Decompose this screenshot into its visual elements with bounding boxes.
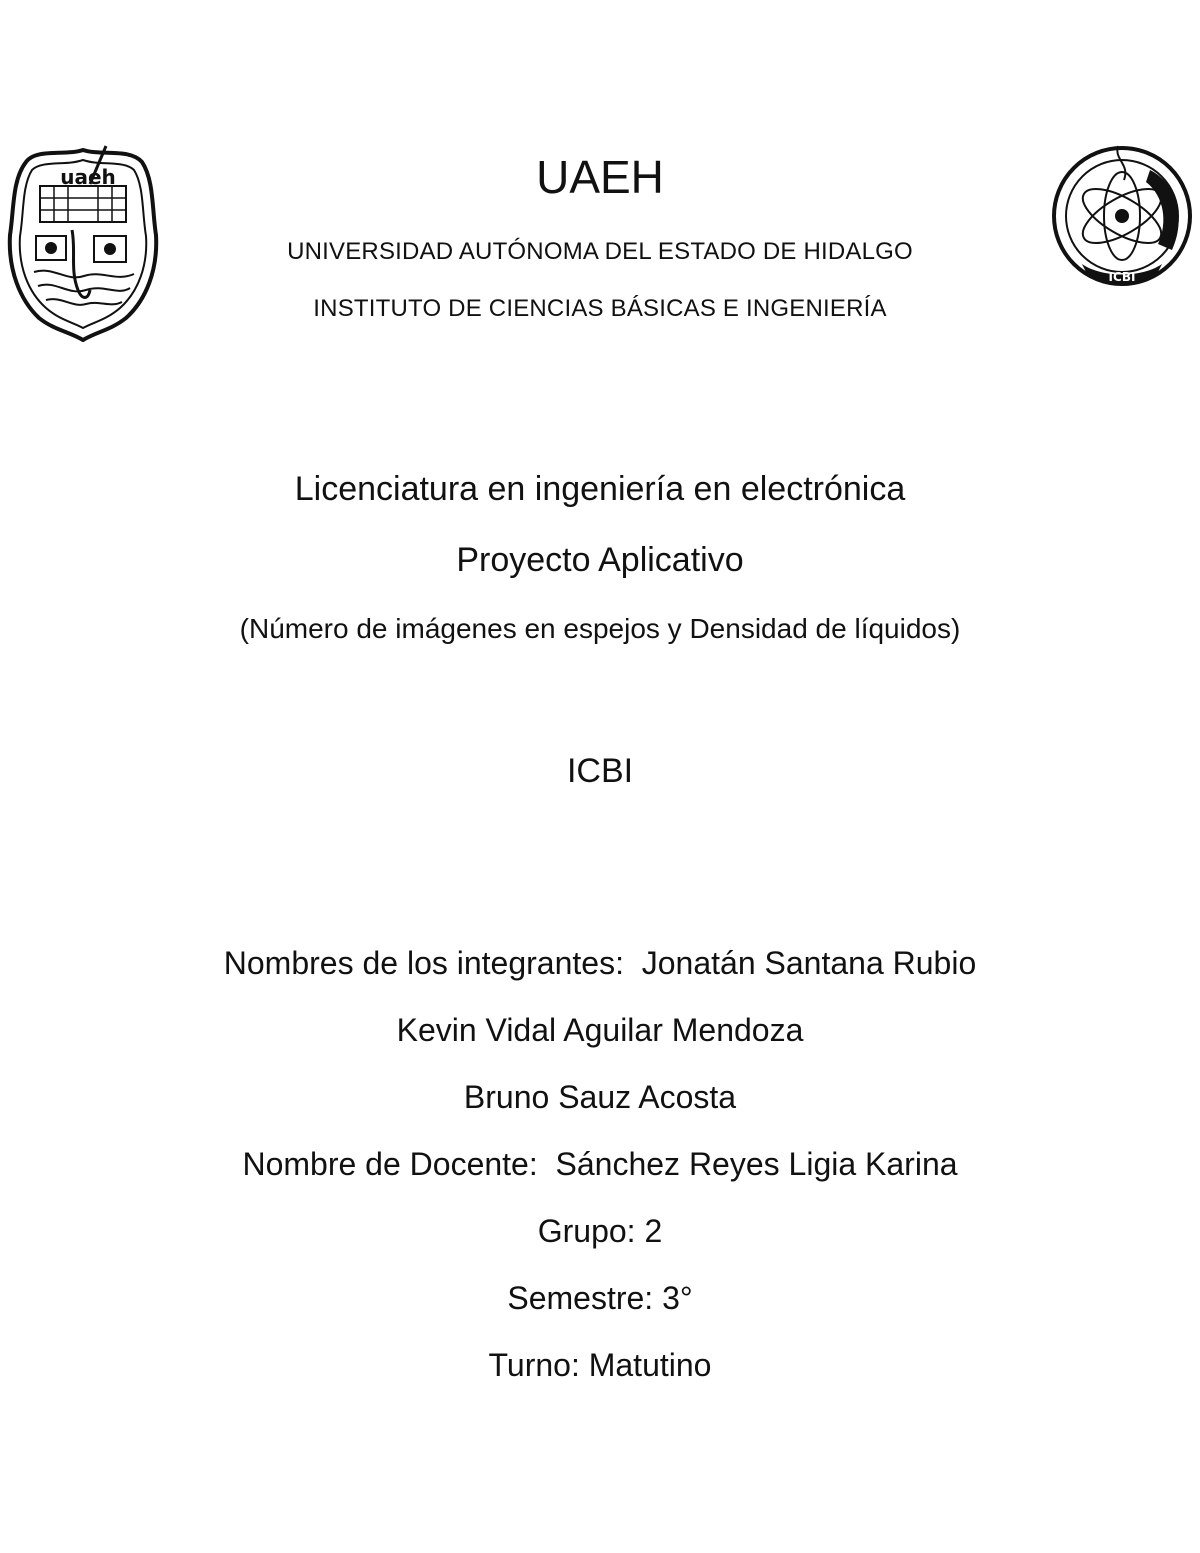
shift-label: Turno: xyxy=(488,1347,580,1383)
university-full-name: UNIVERSIDAD AUTÓNOMA DEL ESTADO DE HIDALGO xyxy=(287,238,913,265)
university-acronym-title: UAEH xyxy=(536,151,664,203)
teacher-line xyxy=(0,1146,1200,1183)
group-value: 2 xyxy=(644,1213,663,1249)
member-name: Bruno Sauz Acosta xyxy=(463,1079,737,1115)
teacher-name: Sánchez Reyes Ligia Karina xyxy=(555,1146,958,1182)
members-line xyxy=(0,945,1200,982)
shift-line xyxy=(0,1347,1200,1384)
semester-label: Semestre: xyxy=(507,1280,654,1316)
member-name: Jonatán Santana Rubio xyxy=(641,945,977,981)
group-line xyxy=(0,1213,1200,1250)
semester-line xyxy=(0,1280,1200,1317)
members-label: Nombres de los integrantes: xyxy=(223,945,624,981)
uaeh-logo-text: uaeh xyxy=(60,165,116,189)
institute-acronym: ICBI xyxy=(566,752,634,790)
project-subtitle: (Número de imágenes en espejos y Densidad de líquidos) xyxy=(239,613,961,644)
icbi-logo-text: ICBI xyxy=(1108,270,1136,284)
group-label: Grupo: xyxy=(537,1213,636,1249)
shift-value: Matutino xyxy=(588,1347,712,1383)
semester-value: 3° xyxy=(662,1280,693,1316)
teacher-label: Nombre de Docente: xyxy=(242,1146,538,1182)
institute-full-name: INSTITUTO DE CIENCIAS BÁSICAS E INGENIERÍA xyxy=(313,295,887,322)
member-name: Kevin Vidal Aguilar Mendoza xyxy=(396,1012,804,1048)
project-type: Proyecto Aplicativo xyxy=(456,541,744,579)
degree-name: Licenciatura en ingeniería en electrónica xyxy=(294,470,906,508)
